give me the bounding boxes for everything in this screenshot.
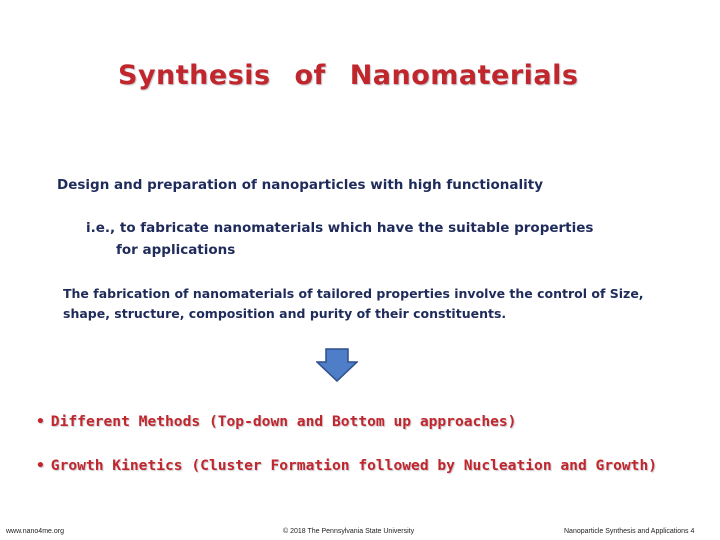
footer-copyright: © 2018 The Pennsylvania State University: [283, 528, 415, 535]
slide-title: Synthesis of Nanomaterials: [118, 60, 579, 91]
fabrication-line-1: The fabrication of nanomaterials of tailored properties involve the control of Size,: [63, 286, 644, 301]
ie-line-2: for applications: [116, 242, 236, 258]
ie-line-1: i.e., to fabricate nanomaterials which have the suitable properties: [86, 220, 594, 236]
bullet-text: Growth Kinetics (Cluster Formation followed by Nucleation and Growth): [50, 457, 658, 474]
bullet-text: Different Methods (Top-down and Bottom up approaches): [50, 413, 517, 430]
footer-website: www.nano4me.org: [6, 528, 64, 535]
intro-line: Design and preparation of nanoparticles with high functionality: [57, 177, 544, 193]
down-arrow-icon: [316, 348, 358, 382]
bullet-item-methods: [36, 413, 516, 430]
footer-slide-info: Nanoparticle Synthesis and Applications 4: [564, 528, 695, 535]
fabrication-line-2: shape, structure, composition and purity of their constituents.: [63, 306, 507, 321]
bullet-symbol: •: [36, 457, 45, 474]
bullet-symbol: •: [36, 413, 45, 430]
bullet-item-growth-kinetics: [36, 457, 657, 474]
